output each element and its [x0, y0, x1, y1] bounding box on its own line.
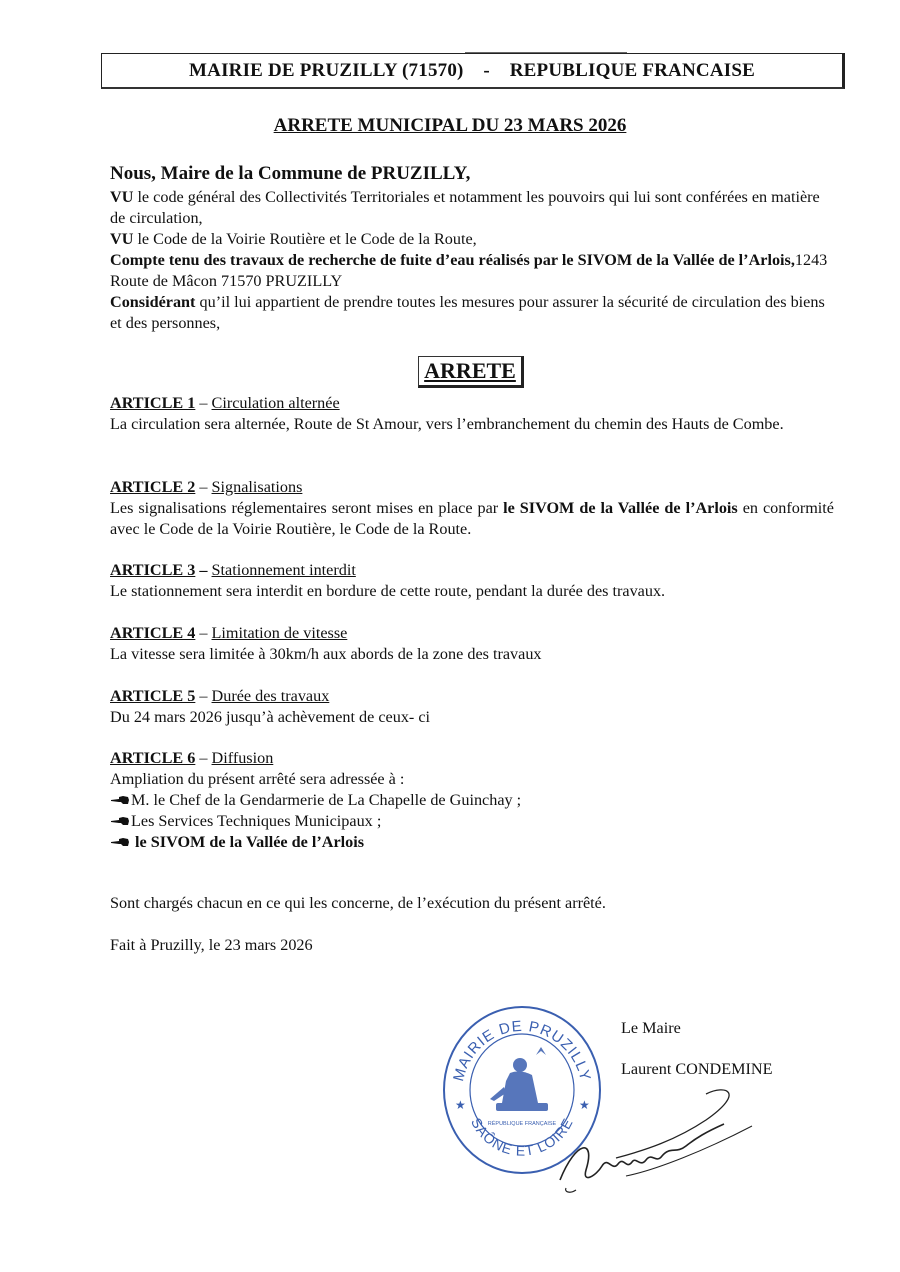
compte-bold: Compte tenu des travaux de recherche de fuite d’eau réalisés par le SIVOM de la Vallée de l’Arlois,: [110, 251, 795, 269]
header-box: [101, 53, 845, 89]
article-5-text: Du 24 mars 2026 jusqu’à achèvement de ceux- ci: [110, 708, 431, 726]
article-1-subtitle: Circulation alternée: [211, 394, 340, 412]
closing-text: Sont chargés chacun en ce qui les concerne, de l’exécution du présent arrêté.: [110, 894, 606, 912]
header-left: MAIRIE DE PRUZILLY (71570): [189, 59, 464, 81]
recipient-2: Les Services Techniques Municipaux ;: [131, 812, 382, 830]
article-5-title: ARTICLE 5 – Durée des travaux: [110, 687, 330, 705]
article-2-sivom: le SIVOM de la Vallée de l’Arlois: [503, 499, 738, 517]
article-6-subtitle: Diffusion: [211, 749, 274, 767]
article-6-number: ARTICLE 6: [110, 749, 196, 767]
article-4-title: ARTICLE 4 – Limitation de vitesse: [110, 624, 348, 642]
article-1-number: ARTICLE 1: [110, 394, 196, 412]
svg-text:★: ★: [579, 1098, 590, 1112]
vu1-label: VU: [110, 188, 134, 206]
svg-text:★: ★: [455, 1098, 466, 1112]
recipient-3: le SIVOM de la Vallée de l’Arlois: [131, 833, 365, 851]
considerant-label: Considérant: [110, 293, 196, 311]
pointing-hand-icon: [110, 815, 130, 827]
recipient-item: [110, 790, 834, 811]
article-3-title: ARTICLE 3 – Stationnement interdit: [110, 561, 356, 579]
preamble-considerant: [110, 292, 834, 334]
compte-text: 1243 Route de Mâcon 71570 PRUZILLY: [110, 251, 828, 290]
marianne-emblem: [490, 1047, 548, 1111]
article-2-subtitle: Signalisations: [211, 478, 303, 496]
vu2-text: le Code de la Voirie Routière et le Code de la Route,: [133, 230, 477, 248]
preamble-vu1: [110, 187, 834, 229]
article-4-number: ARTICLE 4: [110, 624, 196, 642]
stamp-bottom-text: SAÔNE ET LOIRE: [467, 1115, 577, 1159]
recipient-item: [110, 811, 834, 832]
recipient-1: M. le Chef de la Gendarmerie de La Chapelle de Guinchay ;: [131, 791, 522, 809]
article-3-subtitle: Stationnement interdit: [211, 561, 356, 579]
fait-a-text: Fait à Pruzilly, le 23 mars 2026: [110, 936, 313, 954]
article-6-text: Ampliation du présent arrêté sera adressée à :: [110, 770, 405, 788]
article-2-number: ARTICLE 2: [110, 478, 196, 496]
handwritten-signature: [556, 1080, 756, 1200]
vu2-label: VU: [110, 230, 134, 248]
article-4-subtitle: Limitation de vitesse: [211, 624, 348, 642]
pointing-hand-icon: [110, 794, 130, 806]
article-3-text: Le stationnement sera interdit en bordure de cette route, pendant la durée des travaux.: [110, 582, 666, 600]
header-separator: -: [483, 59, 490, 81]
arrete-heading: ARRETE: [418, 356, 524, 388]
article-1-title: ARTICLE 1 – Circulation alternée: [110, 394, 340, 412]
vu1-text: le code général des Collectivités Territoriales et notamment les pouvoirs qui lui sont conférées en matière de circulation,: [110, 188, 820, 227]
article-2-text: Les signalisations réglementaires seront mises en place par le SIVOM de la Vallée de l’Arlois en conformité avec le Code de la Voirie Routière, le Code de la Route.: [110, 499, 834, 538]
signatory-name: Laurent CONDEMINE: [621, 1060, 773, 1078]
stamp-inner-text: RÉPUBLIQUE FRANÇAISE: [487, 1121, 557, 1127]
article-2-title: ARTICLE 2 – Signalisations: [110, 478, 303, 496]
article-3-number: ARTICLE 3: [110, 561, 196, 579]
considerant-text: qu’il lui appartient de prendre toutes les mesures pour assurer la sécurité de circulation des biens et des personnes,: [110, 293, 825, 332]
stamp-top-text: MAIRIE DE PRUZILLY: [450, 1017, 594, 1084]
recipient-item: [110, 832, 834, 853]
article-1-text: La circulation sera alternée, Route de St Amour, vers l’embranchement du chemin des Hauts de Combe.: [110, 415, 784, 433]
article-5-subtitle: Durée des travaux: [211, 687, 330, 705]
pointing-hand-icon: [110, 836, 130, 848]
article-4-text: La vitesse sera limitée à 30km/h aux abords de la zone des travaux: [110, 645, 542, 663]
article-6-title: ARTICLE 6 – Diffusion: [110, 749, 274, 767]
preamble-nous: Nous, Maire de la Commune de PRUZILLY,: [110, 163, 471, 184]
article-5-number: ARTICLE 5: [110, 687, 196, 705]
header-right: REPUBLIQUE FRANCAISE: [509, 59, 755, 81]
signatory-role: Le Maire: [621, 1019, 681, 1037]
preamble-vu2: [110, 229, 834, 250]
document-title: ARRETE MUNICIPAL DU 23 MARS 2026: [273, 115, 627, 136]
preamble-compte: [110, 250, 834, 292]
